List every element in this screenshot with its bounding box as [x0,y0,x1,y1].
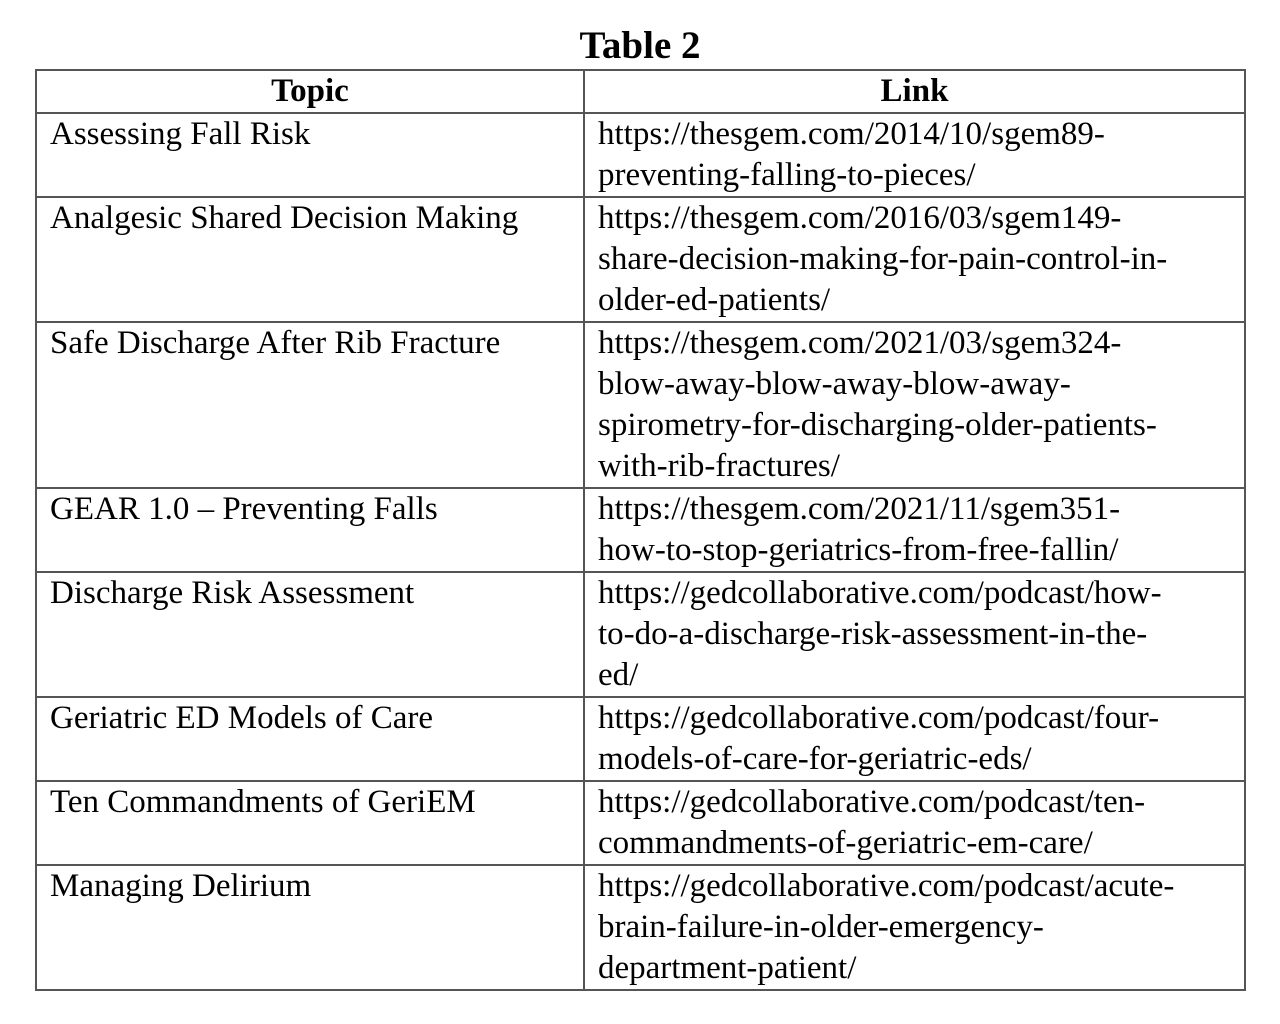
link-line[interactable]: ed/ [598,657,639,693]
link-line[interactable]: https://gedcollaborative.com/podcast/four- [598,700,1160,736]
link-line[interactable]: share-decision-making-for-pain-control-in- [598,241,1168,277]
link-line[interactable]: to-do-a-discharge-risk-assessment-in-the- [598,616,1148,652]
link-line[interactable]: https://gedcollaborative.com/podcast/how- [598,575,1162,611]
link-cell[interactable] [584,113,1245,197]
link-line[interactable]: preventing-falling-to-pieces/ [598,157,976,193]
link-line[interactable]: brain-failure-in-older-emergency- [598,909,1044,945]
link-line[interactable]: spirometry-for-discharging-older-patients- [598,407,1157,443]
link-line[interactable]: https://gedcollaborative.com/podcast/ten- [598,784,1146,820]
topic-cell: GEAR 1.0 – Preventing Falls [36,488,584,572]
link-line[interactable]: with-rib-fractures/ [598,448,840,484]
link-line[interactable]: https://thesgem.com/2014/10/sgem89- [598,116,1105,152]
table-title: Table 2 [579,24,701,67]
link-cell[interactable] [584,322,1245,488]
link-cell[interactable] [584,572,1245,697]
link-line[interactable]: models-of-care-for-geriatric-eds/ [598,741,1032,777]
topic-cell: Assessing Fall Risk [36,113,584,197]
topic-cell: Analgesic Shared Decision Making [36,197,584,322]
column-header-link: Link [584,70,1245,113]
table-row [36,865,1245,990]
link-line[interactable]: https://thesgem.com/2021/11/sgem351- [598,491,1121,527]
topic-cell: Ten Commandments of GeriEM [36,781,584,865]
link-cell[interactable] [584,781,1245,865]
link-line[interactable]: older-ed-patients/ [598,282,831,318]
link-line[interactable]: how-to-stop-geriatrics-from-free-fallin/ [598,532,1119,568]
topic-cell: Managing Delirium [36,865,584,990]
topic-cell: Geriatric ED Models of Care [36,697,584,781]
topic-cell: Discharge Risk Assessment [36,572,584,697]
link-line[interactable]: blow-away-blow-away-blow-away- [598,366,1071,402]
table-row [36,113,1245,197]
topic-link-table [35,69,1246,991]
column-header-topic: Topic [36,70,584,113]
link-line[interactable]: department-patient/ [598,950,857,986]
header-row [36,70,1245,113]
table-row [36,197,1245,322]
table-row [36,488,1245,572]
topic-cell: Safe Discharge After Rib Fracture [36,322,584,488]
table-row [36,572,1245,697]
link-cell[interactable] [584,865,1245,990]
table-row [36,322,1245,488]
link-line[interactable]: https://thesgem.com/2016/03/sgem149- [598,200,1122,236]
table-row [36,781,1245,865]
link-line[interactable]: https://gedcollaborative.com/podcast/acute- [598,868,1175,904]
table-row [36,697,1245,781]
link-line[interactable]: commandments-of-geriatric-em-care/ [598,825,1093,861]
link-cell[interactable] [584,697,1245,781]
link-line[interactable]: https://thesgem.com/2021/03/sgem324- [598,325,1122,361]
link-cell[interactable] [584,197,1245,322]
link-cell[interactable] [584,488,1245,572]
